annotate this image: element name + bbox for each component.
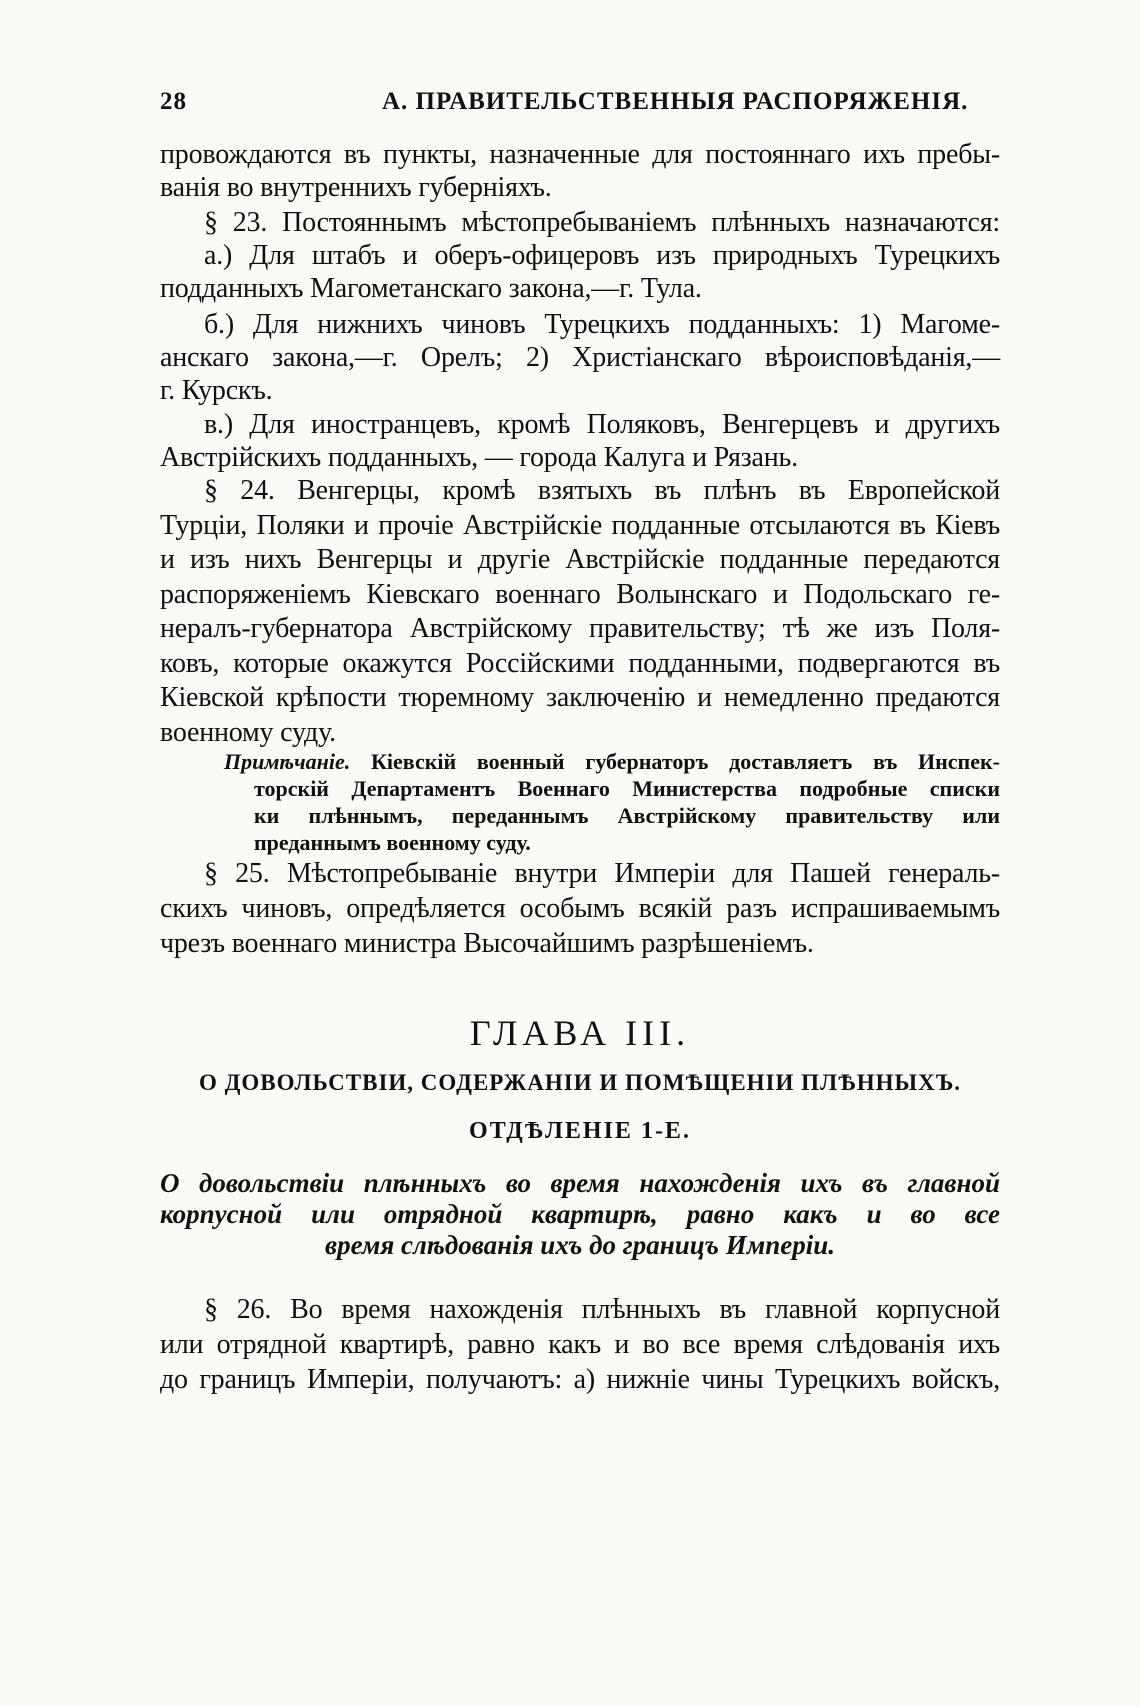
text-line: ковъ, которые окажутся Россійскими подданными, подвергаются въ — [160, 647, 1000, 679]
section-23-b — [160, 308, 1000, 407]
section-24 — [160, 474, 1000, 750]
text-line: Турціи, Поляки и прочіе Австрійскіе подданные отсылаются въ Кіевъ — [160, 509, 1000, 541]
section-title — [160, 1168, 1000, 1261]
text-line: время слѣдованія ихъ до границъ Имперіи. — [325, 1230, 835, 1260]
text-line: корпусной или отрядной квартирѣ, равно какъ и во все — [160, 1199, 1000, 1229]
text-line: преданнымъ военному суду. — [254, 830, 531, 855]
text-line: б.) Для нижнихъ чиновъ Турецкихъ подданныхъ: 1) Магоме- — [204, 309, 1000, 340]
text-line: чрезъ военнаго министра Высочайшимъ разрѣшеніемъ. — [160, 928, 814, 959]
text-line: нералъ-губернатора Австрійскому правительству; тѣ же изъ Поля- — [160, 613, 1000, 644]
text-line: до границъ Имперіи, получаютъ: а) нижніе чины Турецкихъ войскъ, — [160, 1364, 1000, 1395]
text-line: § 26. Во время нахожденія плѣнныхъ въ главной корпусной — [204, 1294, 1000, 1325]
section-25 — [160, 856, 1000, 961]
chapter-subtitle: О ДОВОЛЬСТВІИ, СОДЕРЖАНІИ И ПОМѢЩЕНІИ ПЛѢННЫХЪ. — [198, 1070, 962, 1095]
text-line: анскаго закона,—г. Орелъ; 2) Христіанскаго вѣроисповѣданія,— — [160, 342, 1000, 373]
text-line: или отрядной квартирѣ, равно какъ и во все время слѣдованія ихъ — [160, 1329, 1000, 1360]
text-line: Кіевскій военный губернаторъ доставляетъ въ Инспек- — [370, 749, 1000, 774]
text-line: скихъ чиновъ, опредѣляется особымъ всякій разъ испрашиваемымъ — [160, 893, 1000, 924]
section-26 — [160, 1292, 1000, 1397]
text-line: § 25. Мѣстопребываніе внутри Имперіи для Пашей генераль- — [204, 858, 1000, 889]
chapter-title: ГЛАВА III. — [469, 1013, 691, 1053]
text-line: а.) Для штабъ и оберъ-офицеровъ изъ природныхъ Турецкихъ — [204, 240, 1000, 271]
text-line: О довольствіи плѣнныхъ во время нахожденія ихъ въ главной — [160, 1168, 1000, 1198]
text-line: в.) Для иностранцевъ, кромѣ Поляковъ, Венгерцевъ и другихъ — [204, 409, 1000, 440]
running-title: А. ПРАВИТЕЛЬСТВЕННЫЯ РАСПОРЯЖЕНІЯ. — [382, 88, 969, 115]
section-number: ОТДѢЛЕНІЕ 1-Е. — [469, 1118, 691, 1144]
paragraph-continuation — [160, 138, 1000, 204]
text-line: торскій Департаментъ Военнаго Министерства подробные списки — [254, 776, 1000, 801]
text-line: Австрійскихъ подданныхъ, — города Калуга и Рязань. — [160, 442, 798, 473]
text-line: и изъ нихъ Венгерцы и другіе Австрійскіе подданные передаются — [160, 544, 1000, 575]
text-line: Кіевской крѣпости тюремному заключенію и немедленно предаются — [160, 682, 1000, 713]
section-23-c — [160, 408, 1000, 474]
section-23 — [160, 206, 1000, 305]
text-line: § 24. Венгерцы, кромѣ взятыхъ въ плѣнъ въ Европейской — [204, 475, 1000, 506]
text-line: г. Курскъ. — [160, 375, 273, 406]
text-line: подданныхъ Магометанскаго закона,—г. Тула. — [160, 273, 702, 304]
footnote-label: Примѣчаніе. — [224, 749, 351, 774]
text-line: § 23. Постояннымъ мѣстопребываніемъ плѣнныхъ назначаются: — [204, 207, 1000, 238]
text-line: ки плѣннымъ, переданнымъ Австрійскому правительству или — [254, 803, 1000, 828]
page-number: 28 — [160, 88, 187, 115]
footnote — [224, 748, 1000, 856]
text-line: военному суду. — [160, 716, 336, 748]
text-line: ванія во внутреннихъ губерніяхъ. — [160, 172, 552, 203]
text-line: провождаются въ пункты, назначенные для постояннаго ихъ пребы- — [160, 139, 1000, 170]
text-line: распоряженіемъ Кіевскаго военнаго Волынскаго и Подольскаго ге- — [160, 578, 1000, 610]
